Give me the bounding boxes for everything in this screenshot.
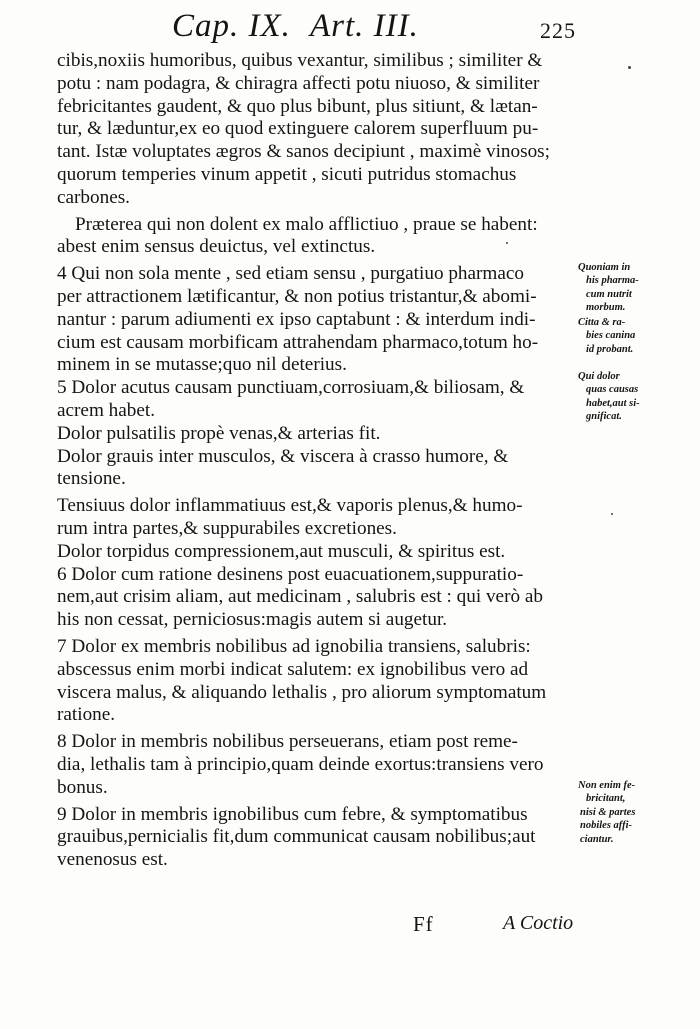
- margin-note-line: bricitant,: [586, 793, 626, 805]
- margin-note-line: habet,aut si-: [586, 397, 640, 409]
- text-line: tensione.: [57, 468, 126, 490]
- article-heading: Art. III.: [310, 8, 419, 44]
- chapter-heading: Cap. IX.: [172, 8, 291, 44]
- text-line: Dolor torpidus compressionem,aut musculi, & spiritus est.: [57, 540, 506, 562]
- text-line: tant. Istæ voluptates ægros & sanos decipiunt , maximè vinosos;: [57, 141, 550, 163]
- text-line: abscessus enim morbi indicat salutem: ex ignobilibus vero ad: [57, 658, 529, 680]
- text-line: viscera malus, & aliquando lethalis , pro aliorum symptomatum: [57, 681, 547, 703]
- catchword: A Coctio: [503, 912, 574, 934]
- margin-note-line: id probant.: [586, 343, 634, 355]
- paragraph-7: [57, 636, 577, 727]
- text-line: potu : nam podagra, & chiragra affecti potu niuoso, & similiter: [57, 72, 540, 94]
- paragraph-9: [57, 804, 577, 872]
- paragraph: [57, 50, 577, 210]
- text-line: nantur : parum adiumenti ex ipso captabunt : & interdum indi-: [57, 308, 536, 330]
- text-line: 4 Qui non sola mente , sed etiam sensu , purgatiuo pharmaco: [57, 263, 524, 285]
- text-line: ratione.: [57, 704, 116, 726]
- paragraph-6: [57, 564, 577, 632]
- text-line: 9 Dolor in membris ignobilibus cum febre, & symptomatibus: [57, 803, 528, 825]
- paper-speck: [506, 242, 508, 244]
- margin-note-line: bies canina: [586, 330, 636, 342]
- text-line: venenosus est.: [57, 849, 168, 871]
- text-line: Dolor pulsatilis propè venas,& arterias fit.: [57, 422, 381, 444]
- paragraph-8: [57, 731, 577, 799]
- margin-note-line: cum nutrit: [586, 288, 632, 300]
- margin-note: [578, 261, 696, 315]
- paragraph-4: [57, 263, 577, 377]
- text-line: minem in se mutasse;quo nil deterius.: [57, 354, 347, 376]
- text-line: per attractionem lætificantur, & non potius tristantur,& abomi-: [57, 285, 537, 307]
- paragraph: [57, 541, 577, 564]
- text-line: febricitantes gaudent, & quo plus bibunt, plus sitiunt, & lætan-: [57, 95, 538, 117]
- margin-note-line: Citta & ra-: [578, 317, 626, 328]
- text-line: nem,aut crisim aliam, aut medicinam , salubris est : qui verò ab: [57, 586, 543, 608]
- text-line: dia, lethalis tam à principio,quam deinde exortus:transiens vero: [57, 753, 544, 775]
- margin-note-line: morbum.: [586, 302, 626, 314]
- text-line: acrem habet.: [57, 399, 156, 421]
- margin-note-line: nobiles affi-: [580, 820, 633, 832]
- paragraph: [57, 495, 577, 541]
- text-line: 5 Dolor acutus causam punctiuam,corrosiuam,& biliosam, &: [57, 377, 525, 399]
- text-line: carbones.: [57, 186, 130, 208]
- main-text: [57, 50, 577, 872]
- margin-note: [578, 316, 696, 356]
- text-line: his non cessat, perniciosus:magis autem si augetur.: [57, 609, 448, 631]
- paragraph: [57, 214, 577, 260]
- paragraph-5: [57, 377, 577, 423]
- text-line: cibis,noxiis humoribus, quibus vexantur, similibus ; similiter &: [57, 50, 543, 71]
- text-line: abest enim sensus deuictus, vel extinctus.: [57, 236, 376, 258]
- text-line: bonus.: [57, 776, 108, 798]
- text-line: 7 Dolor ex membris nobilibus ad ignobilia transiens, salubris:: [57, 635, 531, 657]
- margin-note: [578, 779, 696, 846]
- paragraph: [57, 446, 577, 492]
- text-line: 8 Dolor in membris nobilibus perseuerans, etiam post reme-: [57, 731, 518, 753]
- margin-note-line: Qui dolor: [578, 371, 620, 382]
- paragraph: [57, 423, 577, 446]
- text-line: Tensiuus dolor inflammatiuus est,& vaporis plenus,& humo-: [57, 495, 523, 517]
- text-line: grauibus,pernicialis fit,dum communicat causam nobilibus;aut: [57, 826, 536, 848]
- page-number: 225: [540, 18, 576, 43]
- margin-note-line: quas causas: [586, 384, 639, 396]
- text-line: 6 Dolor cum ratione desinens post euacuationem,suppuratio-: [57, 563, 524, 585]
- margin-note-line: Non enim fe-: [578, 780, 636, 791]
- margin-note: [578, 370, 696, 424]
- paper-speck: [611, 513, 613, 515]
- text-line: cium est causam morbificam attrahendam pharmaco,totum ho-: [57, 331, 539, 353]
- text-line: tur, & læduntur,ex eo quod extinguere calorem superfluum pu-: [57, 118, 539, 140]
- running-header: [0, 6, 700, 46]
- paper-speck: [628, 66, 631, 69]
- margin-note-line: nisi & partes: [580, 806, 636, 818]
- text-line: quorum temperies vinum appetit , sicuti putridus stomachus: [57, 163, 517, 185]
- margin-note-line: ciantur.: [580, 833, 614, 845]
- text-line: Præterea qui non dolent ex malo afflictiuo , praue se habent:: [75, 213, 538, 235]
- text-line: rum intra partes,& suppurabiles excretiones.: [57, 517, 397, 539]
- margin-note-line: his pharma-: [586, 275, 639, 287]
- signature-mark: Ff: [413, 912, 434, 936]
- margin-note-line: gnificat.: [586, 411, 622, 423]
- margin-note-line: Quoniam in: [578, 262, 631, 273]
- text-line: Dolor grauis inter musculos, & viscera à crasso humore, &: [57, 445, 509, 467]
